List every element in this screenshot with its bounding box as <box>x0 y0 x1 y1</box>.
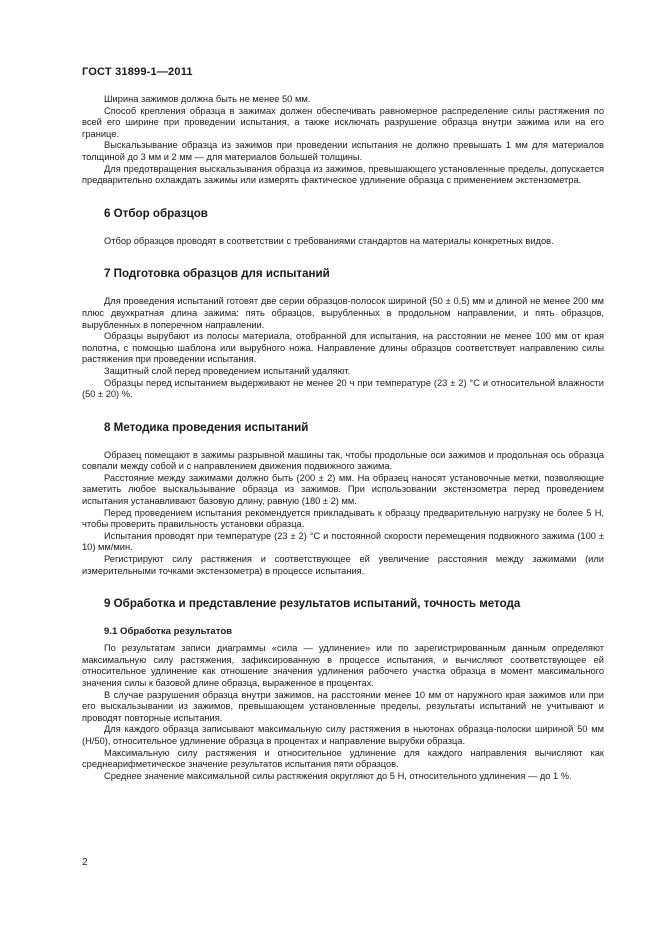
paragraph: Отбор образцов проводят в соответствии с требованиями стандартов на материалы конкретных видов. <box>104 235 554 246</box>
document-code-header: ГОСТ 31899-1—2011 <box>82 66 193 78</box>
paragraph: Образцы вырубают из полосы материала, отобранной для испытания, на расстоянии не менее 100 мм от края полотна, с помощью шаблона или вырубного ножа. Направление длины образцов соответствует направлению силы растяжения при проведении испытания. <box>82 331 604 365</box>
paragraph: Перед проведением испытания рекомендуется прикладывать к образцу предварительную нагрузку не более 5 Н, чтобы проверить правильность установки образца. <box>82 507 604 530</box>
paragraph: Выскальзывание образца из зажимов при проведении испытания не должно превышать 1 мм для материалов толщиной до 3 мм и 2 мм — для материалов большей толщины. <box>82 140 604 162</box>
paragraph: По результатам записи диаграммы «сила — удлинение» или по зарегистрированным данным определяют максимальную силу растяжения, зафиксированную в процессе испытания, и вычисляют соответствующее ей относительное удлинение как отношение значения удлинения рабочего участка образца в момент максимального значения силы к базовой длине образца, выраженное в процентах. <box>82 643 604 688</box>
paragraph: Для проведения испытаний готовят две серии образцов-полосок шириной (50 ± 0,5) мм и длиной не менее 200 мм плюс двухкратная длина зажима: пять образцов, вырубленных в продольном направлении, и пять образцов, вырубленных в поперечном направлении. <box>82 296 604 330</box>
paragraph: Максимальную силу растяжения и относительное удлинение для каждого направления вычисляют как среднеарифметическое значение результатов испытания пяти образцов. <box>82 747 604 770</box>
section-7-heading: 7 Подготовка образцов для испытаний <box>104 267 330 281</box>
section-6-heading: 6 Отбор образцов <box>104 206 208 220</box>
document-body <box>82 94 604 782</box>
paragraph: Для предотвращения выскальзывания образца из зажимов, превышающего установленные пределы, допускается предварительно охлаждать зажимы или измерять фактическое удлинение образца с применением экстензометра. <box>82 163 604 186</box>
paragraph: Образец помещают в зажимы разрывной машины так, чтобы продольные оси зажимов и продольная ось образца совпали между собой и с направлением движения подвижного зажима. <box>82 449 604 472</box>
subsection-9-1-heading: 9.1 Обработка результатов <box>104 626 233 638</box>
section-9-heading: 9 Обработка и представление результатов испытаний, точность метода <box>104 597 521 611</box>
paragraph: Испытания проводят при температуре (23 ± 2) °С и постоянной скорости перемещения подвижного зажима (100 ± 10) мм/мин. <box>82 530 604 553</box>
paragraph: Для каждого образца записывают максимальную силу растяжения в ньютонах образца-полоски шириной 50 мм (Н/50), относительное удлинение образца в процентах и направление вырубки образца. <box>82 724 604 746</box>
paragraph: Образцы перед испытанием выдерживают не менее 20 ч при температуре (23 ± 2) °С и относительной влажности (50 ± 20) %. <box>82 377 604 400</box>
paragraph: Ширина зажимов должна быть не менее 50 мм. <box>104 94 311 104</box>
paragraph: Способ крепления образца в зажимах должен обеспечивать равномерное распределение силы растяжения по всей его ширине при проведении испытания, а также исключать разрушение образца внутри зажима или на его границе. <box>82 105 604 139</box>
paragraph: Среднее значение максимальной силы растяжения округляют до 5 Н, относительного удлинения — до 1 %. <box>104 770 572 781</box>
page-number: 2 <box>82 857 88 868</box>
paragraph: Регистрируют силу растяжения и соответствующее ей увеличение расстояния между зажимами (или измерительными точками экстензометра) в процессе испытания. <box>82 554 604 576</box>
paragraph: В случае разрушения образца внутри зажимов, на расстоянии менее 10 мм от наружного края зажимов или при его выскальзывании из зажимов, превышающем установленные пределы, результаты испытаний не учитывают и проводят повторные испытания. <box>82 689 604 723</box>
paragraph: Защитный слой перед проведением испытаний удаляют. <box>104 365 351 376</box>
paragraph: Расстояние между зажимами должно быть (200 ± 2) мм. На образец наносят установочные метки, позволяющие заметить любое выскальзывание образца из зажимов. При использовании экстензометра перед проведением испытания устанавливают базовую длину, равную (180 ± 2) мм. <box>82 472 604 507</box>
section-8-heading: 8 Методика проведения испытаний <box>104 420 309 434</box>
